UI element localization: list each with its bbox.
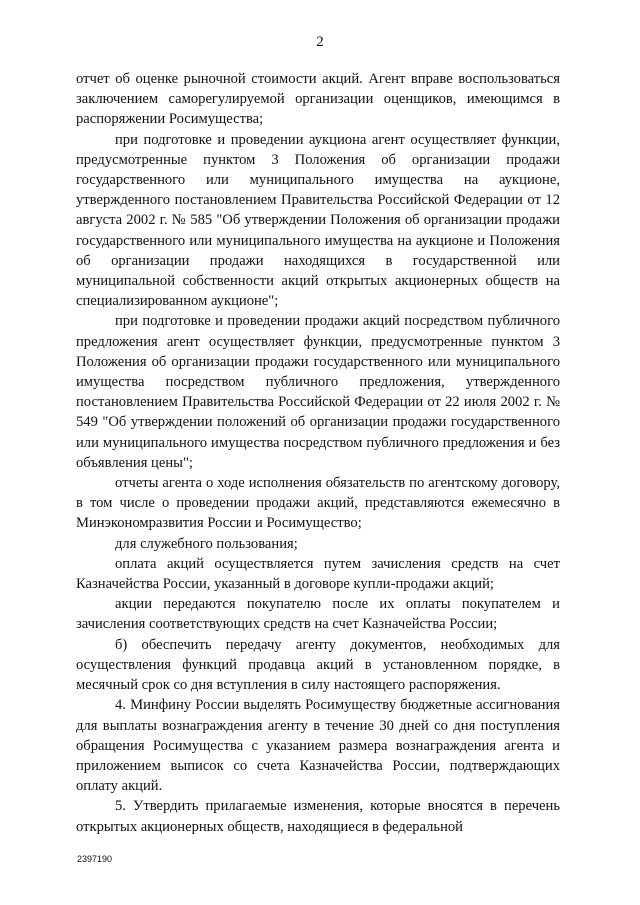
document-body bbox=[76, 69, 560, 837]
paragraph: отчет об оценке рыночной стоимости акций. Агент вправе воспользоваться заключением саморегулируемой организации оценщиков, имеющимся в распоряжении Росимущества; bbox=[76, 71, 560, 128]
paragraph: акции передаются покупателю после их оплаты покупателем и зачисления соответствующих средств на счет Казначейства России; bbox=[76, 596, 560, 633]
paragraph: при подготовке и проведении продажи акций посредством публичного предложения агент осуществляет функции, предусмотренные пунктом 3 Положения об организации продажи государственного или муниципального имущества посредством публичного предложения, утвержденного постановлением Правительства Российской Федерации от 22 июля 2002 г. № 549 "Об утверждении положений об организации продажи государственного или муниципального имущества посредством публичного предложения и без объявления цены"; bbox=[76, 313, 560, 471]
paragraph: 4. Минфину России выделять Росимуществу бюджетные ассигнования для выплаты вознаграждения агенту в течение 30 дней со дня поступления обращения Росимущества с указанием размера вознаграждения агента и приложением выписок со счета Казначейства России, подтверждающих оплату акций. bbox=[76, 697, 560, 795]
paragraph: для служебного пользования; bbox=[115, 535, 298, 552]
paragraph: отчеты агента о ходе исполнения обязательств по агентскому договору, в том числе о проведении продажи акций, представляются ежемесячно в Минэкономразвития России и Росимущество; bbox=[76, 475, 560, 532]
paragraph: б) обеспечить передачу агенту документов, необходимых для осуществления функций продавца акций в установленном порядке, в месячный срок со дня вступления в силу настоящего распоряжения. bbox=[76, 636, 560, 694]
paragraph: при подготовке и проведении аукциона агент осуществляет функции, предусмотренные пунктом 3 Положения об организации продажи государственного или муниципального имущества на аукционе, утвержденного постановлением Правительства Российской Федерации от 12 августа 2002 г. № 585 "Об утверждении Положения об организации продажи государственного или муниципального имущества на аукционе и Положения об организации продажи находящихся в государственной или муниципальной собственности акций открытых акционерных обществ на специализированном аукционе"; bbox=[76, 131, 560, 310]
document-code: 2397190 bbox=[77, 854, 113, 864]
page-number: 2 bbox=[316, 34, 324, 50]
paragraph: 5. Утвердить прилагаемые изменения, которые вносятся в перечень открытых акционерных обществ, находящиеся в федеральной bbox=[76, 798, 560, 835]
paragraph: оплата акций осуществляется путем зачисления средств на счет Казначейства России, указанный в договоре купли-продажи акций; bbox=[76, 555, 560, 593]
